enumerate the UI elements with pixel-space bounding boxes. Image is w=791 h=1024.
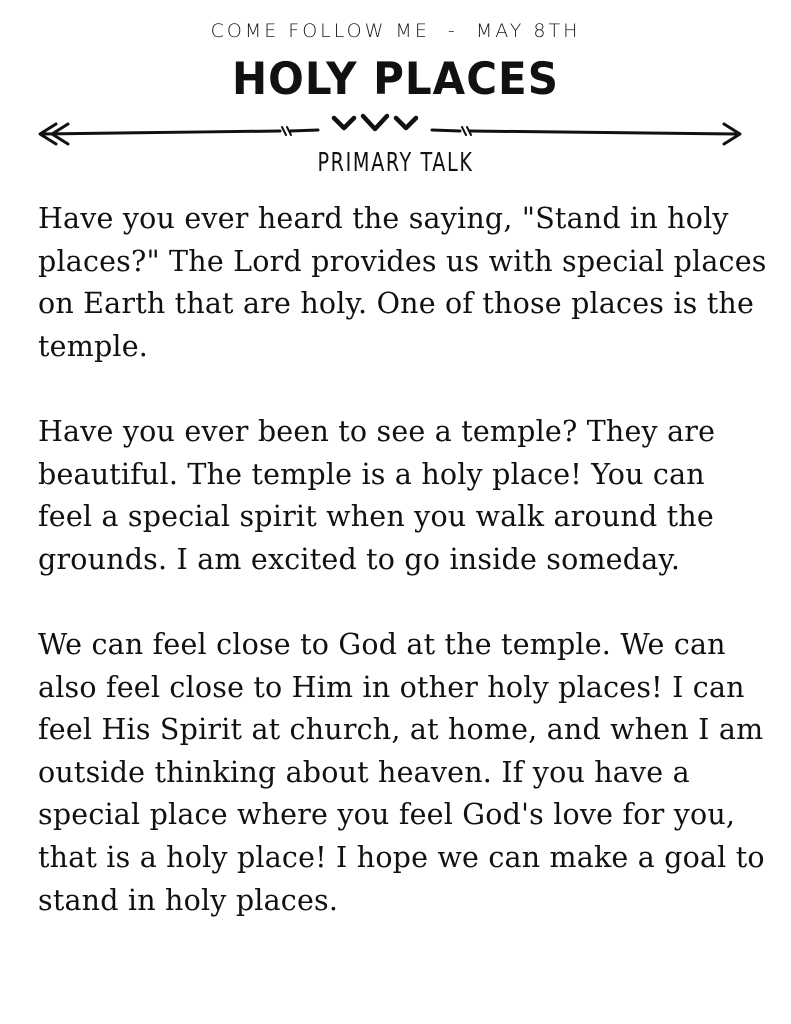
talk-body: [38, 198, 768, 922]
paragraph: We can feel close to God at the temple. We can also feel close to Him in other holy places! I can feel His Spirit at church, at home, and when I am outside thinking about heaven. If you have a special place where you feel God's love for you, that is a holy place! I hope we can make a goal to stand in holy places.: [38, 627, 765, 917]
right-inner-line: [432, 130, 460, 131]
chevron-cluster-icon: [334, 116, 416, 129]
right-divider-line: [470, 131, 736, 134]
arrow-divider-icon: [30, 108, 760, 152]
page-subtitle: PRIMARY TALK: [317, 148, 474, 178]
left-divider-line: [42, 131, 280, 134]
paragraph: Have you ever been to see a temple? They are beautiful. The temple is a holy place! You can feel a special spirit when you walk around the grounds. I am excited to go inside someday.: [38, 414, 716, 576]
left-inner-line: [290, 130, 318, 131]
header-kicker: COME FOLLOW ME - MAY 8TH: [210, 20, 581, 42]
paragraph: Have you ever heard the saying, "Stand in holy places?" The Lord provides us with special places on Earth that are holy. One of those places is the temple.: [38, 202, 767, 363]
page-title: HOLY PLACES: [232, 52, 559, 105]
